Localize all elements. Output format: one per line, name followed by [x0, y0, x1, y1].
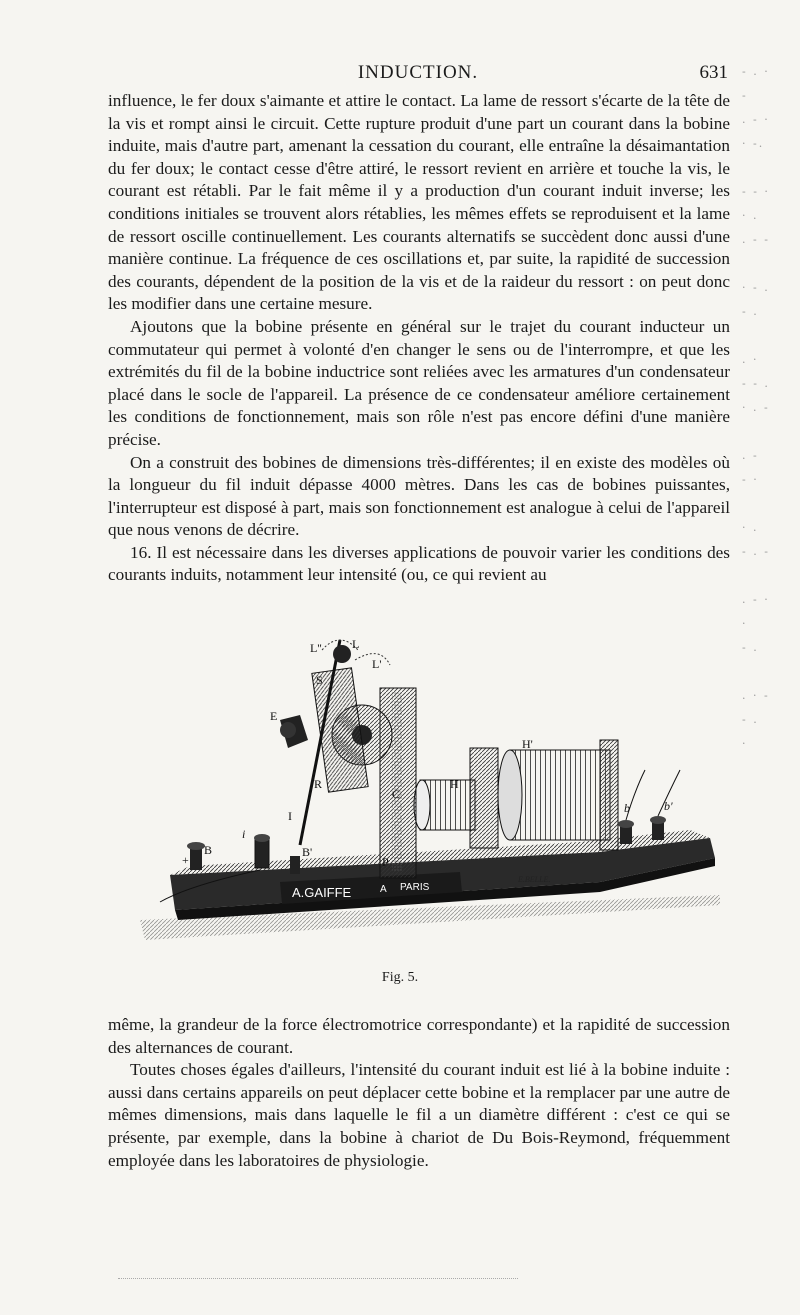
page-number: 631 [699, 62, 728, 83]
paragraph: On a construit des bobines de dimensions très-différentes; il en existe des modèles où la longueur du fil induit dépasse 4000 mètres. Dans les cas de bobines puissantes, l'interrupteur est disposé à part, mais son fonctionnement est analogue à celui de l'appareil que nous venons de décrire. [108, 452, 730, 540]
label-L2: L'' [310, 641, 322, 655]
label-I: I [288, 809, 292, 823]
body-text-bottom [108, 1014, 730, 1172]
label-B1: B' [302, 845, 313, 859]
label-b: b [624, 801, 630, 815]
label-plus: + [182, 853, 189, 867]
coil-illustration [130, 620, 730, 965]
induction-coil-engraving [130, 620, 730, 965]
label-C: C [392, 787, 401, 801]
paragraph: même, la grandeur de la force électromotrice correspondante) et la rapidité de succession des alternances de courant. [108, 1015, 730, 1057]
paragraph: Toutes choses égales d'ailleurs, l'intensité du courant induit est lié à la bobine induite : aussi dans certains appareils on peut déplacer cette bobine et la remplacer par une autre de mêmes dimensions, mais dans laquelle le fil a un diamètre différent : c'est ce qui se présente, par exemple, dans la bobine à chariot de Du Bois-Reymond, fréquemment employée dans les laboratoires de physiologie. [108, 1060, 730, 1170]
page-header [108, 62, 728, 86]
paragraph: Ajoutons que la bobine présente en général sur le trajet du courant inducteur un commutateur qui permet à volonté d'en changer le sens ou de l'interrompre, et que les extrémités du fil de la bobine inductrice sont reliées avec les armatures d'un condensateur placé dans le socle de l'appareil. La présence de ce condensateur améliore certainement les conditions de fonctionnement, mais son rôle n'est pas encore défini d'une manière précise. [108, 316, 730, 449]
body-text-top [108, 90, 730, 587]
label-B: B [204, 843, 213, 857]
margin-bleed-through: - . · - . - · · -. - - · · . . - - · - . - . . · - - . · . - . - - · · . - . - . - · · - . . · - - . · [742, 65, 770, 750]
label-i: i [242, 827, 246, 841]
label-b1: b' [664, 799, 673, 813]
paragraph: influence, le fer doux s'aimante et attire le contact. La lame de ressort s'écarte de la tête de la vis et rompt ainsi le circuit. Cette rupture produit d'une part un courant dans la bobine induite, mais d'autre part, amenant la cessation du courant, elle entraîne la désaimantation du fer doux; le contact cesse d'être attiré, le ressort revient en arrière et touche la vis, le courant est rétabli. Par le fait même il y a production d'un courant induit inverse; les conditions initiales se trouvent alors rétablies, les mêmes effets se reproduisent et la lame de ressort oscille continuellement. Les courants alternatifs se succèdent donc aussi d'une manière continue. La fréquence de ces oscillations et, par suite, la rapidité de succession des courants, dépendent de la position de la vis et de la raideur du ressort : on peut donc les modifier dans une certaine mesure. [108, 91, 730, 314]
label-P: P [382, 855, 389, 869]
maker-city: PARIS [400, 882, 430, 893]
engraver-signature: E.BELLE. [518, 875, 551, 884]
maker-name: A.GAIFFE [292, 885, 352, 900]
label-L: L [352, 637, 360, 651]
inducing-coil [414, 780, 475, 830]
figure-caption: Fig. 5. [381, 970, 419, 985]
label-R: R [314, 777, 323, 791]
label-S: S [316, 673, 323, 687]
maker-plate-a: A [380, 884, 387, 895]
label-H: H [450, 777, 459, 791]
label-L1: L' [372, 657, 382, 671]
label-E: E [270, 709, 278, 723]
paragraph: 16. Il est nécessaire dans les diverses applications de pouvoir varier les conditions des courants induits, notamment leur intensité (ou, ce qui revient au [108, 542, 730, 585]
label-H1: H' [522, 737, 533, 751]
induced-coil [470, 740, 618, 850]
footer-rule [118, 1278, 518, 1279]
running-title: INDUCTION. [357, 62, 479, 83]
